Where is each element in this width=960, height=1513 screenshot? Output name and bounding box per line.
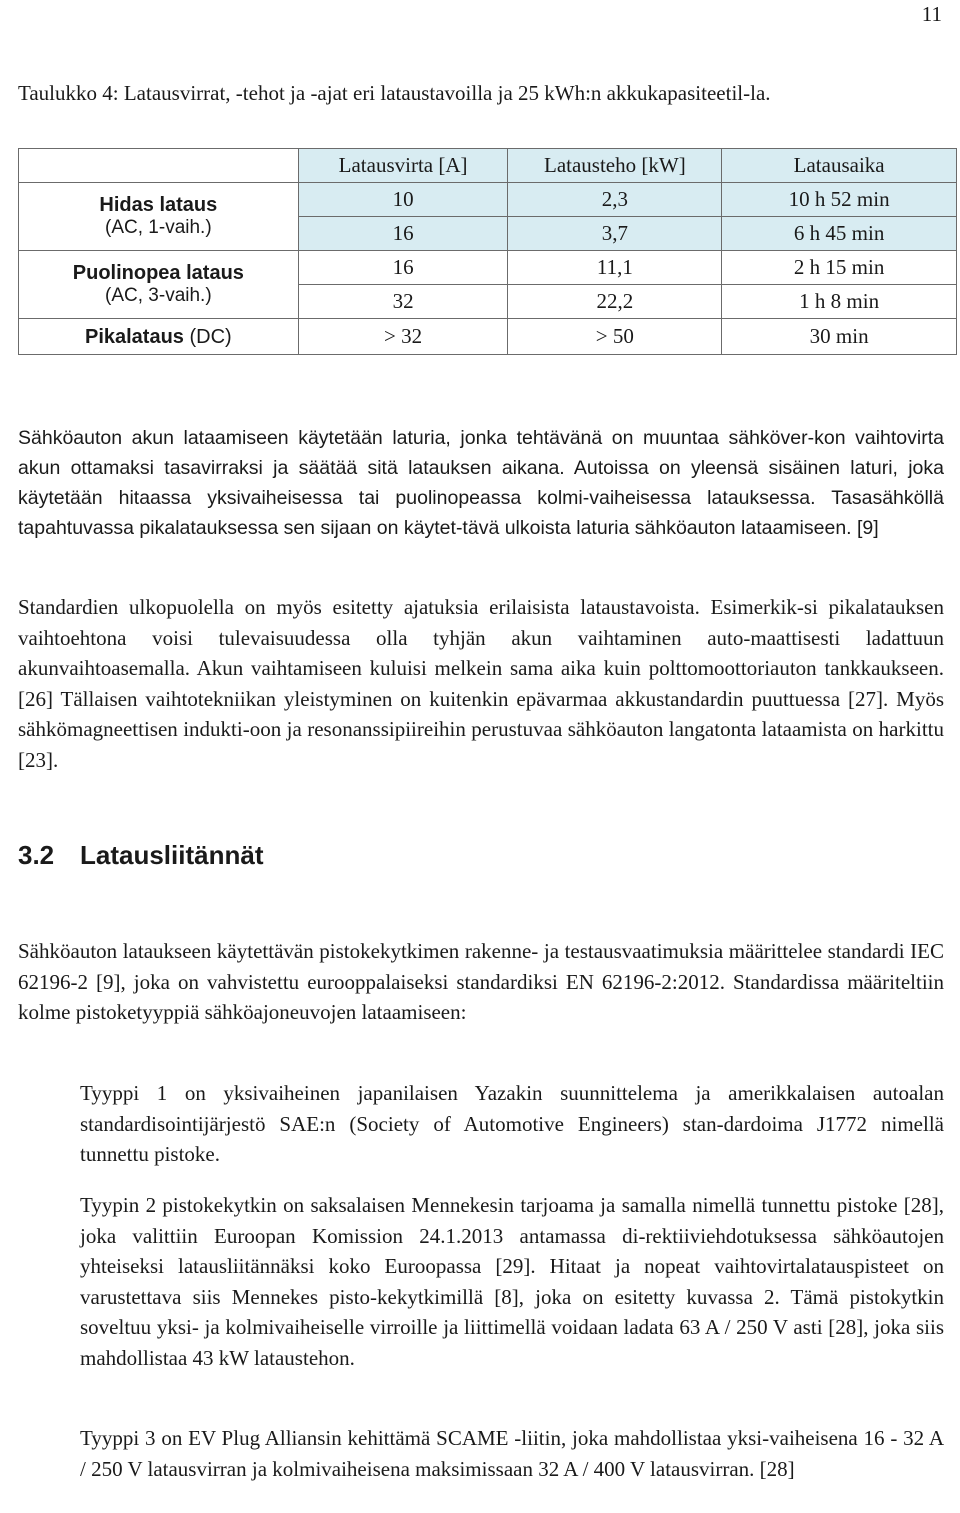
table-row	[19, 183, 957, 217]
table-cell: 10	[298, 183, 508, 217]
table-row	[19, 319, 957, 355]
table-header-time: Latausaika	[722, 149, 957, 183]
row-label-medium-sub: (AC, 3-vaih.)	[105, 285, 212, 306]
table-cell: 10 h 52 min	[722, 183, 957, 217]
table-cell: 2,3	[508, 183, 722, 217]
table-cell: > 50	[508, 319, 722, 355]
paragraph-alternatives: Standardien ulkopuolella on myös esitetty ajatuksia erilaisista lataustavoista. Esimerkik-si pikalatauksen vaihtoehtona voisi tulevaisuudessa olla tyhjän akun vaihtaminen auto-maattisesti ladattuun akunvaihtoasemalla. Akun vaihtamiseen kuluisi melkein sama aika kuin polttomoottoriauton tankkaukseen. [26] Tällaisen vaihtotekniikan yleistyminen on kuitenkin epävarmaa akkustandardin puuttuessa [27]. Myös sähkömagneettisen indukti-oon ja resonanssipiireihin perustuvaa sähköauton langatonta lataamista on harkittu [23].	[18, 595, 944, 772]
row-label-fast-sub: (DC)	[183, 326, 232, 348]
table-cell: 16	[298, 251, 508, 285]
paragraph-standard: Sähköauton lataukseen käytettävän pistokekytkimen rakenne- ja testausvaatimuksia määrittelee standardi IEC 62196-2 [9], joka on vahvistettu eurooppalaiseksi standardiksi EN 62196-2:2012. Standardissa määriteltiin kolme pistoketyyppiä sähköajoneuvojen lataamiseen:	[18, 939, 944, 1024]
table-cell: 16	[298, 217, 508, 251]
section-heading	[18, 840, 263, 871]
table-header-power: Latausteho [kW]	[508, 149, 722, 183]
page-number: 11	[921, 2, 942, 26]
table-row	[19, 251, 957, 285]
table-cell: 1 h 8 min	[722, 285, 957, 319]
table-header-row	[19, 149, 957, 183]
paragraph-charger: Sähköauton akun lataamiseen käytetään laturia, jonka tehtävänä on muuntaa sähköver-kon vaihtovirta akun ottamaksi tasavirraksi ja säätää sitä latauksen aikana. Autoissa on yleensä sisäinen laturi, joka käytetään hitaassa yksivaiheisessa tai puolinopeassa kolmi-vaiheisessa latauksessa. Tasasähköllä tapahtuvassa pikalatauksessa sen sijaan on käytet-tävä ulkoista laturia sähköauton lataamiseen. [9]	[18, 427, 944, 539]
table-cell: 11,1	[508, 251, 722, 285]
row-label-fast-title: Pikalataus	[84, 326, 184, 348]
table-cell: 22,2	[508, 285, 722, 319]
paragraph-type1: Tyyppi 1 on yksivaiheinen japanilaisen Yazakin suunnittelema ja amerikkalaisen autoalan standardisointijärjestö SAE:n (Society of Automotive Engineers) stan-dardoima J1772 nimellä tunnettu pistoke.	[80, 1081, 944, 1166]
table-cell: 6 h 45 min	[722, 217, 957, 251]
row-label-slow-sub: (AC, 1-vaih.)	[105, 217, 212, 238]
table-cell: 2 h 15 min	[722, 251, 957, 285]
table-header-empty	[19, 149, 299, 183]
table-caption: Taulukko 4: Latausvirrat, -tehot ja -ajat eri lataustavoilla ja 25 kWh:n akkukapasiteetil-la.	[18, 81, 771, 105]
table-header-current: Latausvirta [A]	[298, 149, 508, 183]
paragraph-type3: Tyyppi 3 on EV Plug Alliansin kehittämä SCAME -liitin, joka mahdollistaa yksi-vaiheisena 16 - 32 A / 250 V latausvirran ja kolmivaiheisena maksimissaan 32 A / 400 V latausvirran. [28]	[80, 1426, 944, 1481]
row-label-slow-title: Hidas lataus	[99, 194, 218, 216]
table-cell: 3,7	[508, 217, 722, 251]
charging-table	[18, 148, 957, 355]
table-cell: 30 min	[722, 319, 957, 355]
row-label-slow	[19, 183, 299, 251]
section-number: 3.2	[18, 840, 55, 870]
section-title: Latausliitännät	[80, 840, 264, 870]
table-cell: 32	[298, 285, 508, 319]
row-label-fast	[19, 319, 299, 355]
row-label-medium	[19, 251, 299, 319]
row-label-medium-title: Puolinopea lataus	[72, 262, 244, 284]
table-cell: > 32	[298, 319, 508, 355]
paragraph-type2: Tyypin 2 pistokekytkin on saksalaisen Mennekesin tarjoama ja samalla nimellä tunnettu pistoke [28], joka valittiin Euroopan Komission 24.1.2013 antamassa di-rektiiviehdotuksessa sähköautojen yhteiseksi latausliitännäksi koko Euroopassa [29]. Hitaat ja nopeat vaihtovirtalatauspisteet on varustettava siis Mennekes pisto-kekytkimillä [8], joka on esitetty kuvassa 2. Tämä pistokytkin soveltuu yksi- ja kolmivaiheiselle virroille ja liittimellä voidaan ladata 63 A / 250 V asti [28], joka siis mahdollistaa 43 kW lataustehon.	[80, 1193, 944, 1370]
